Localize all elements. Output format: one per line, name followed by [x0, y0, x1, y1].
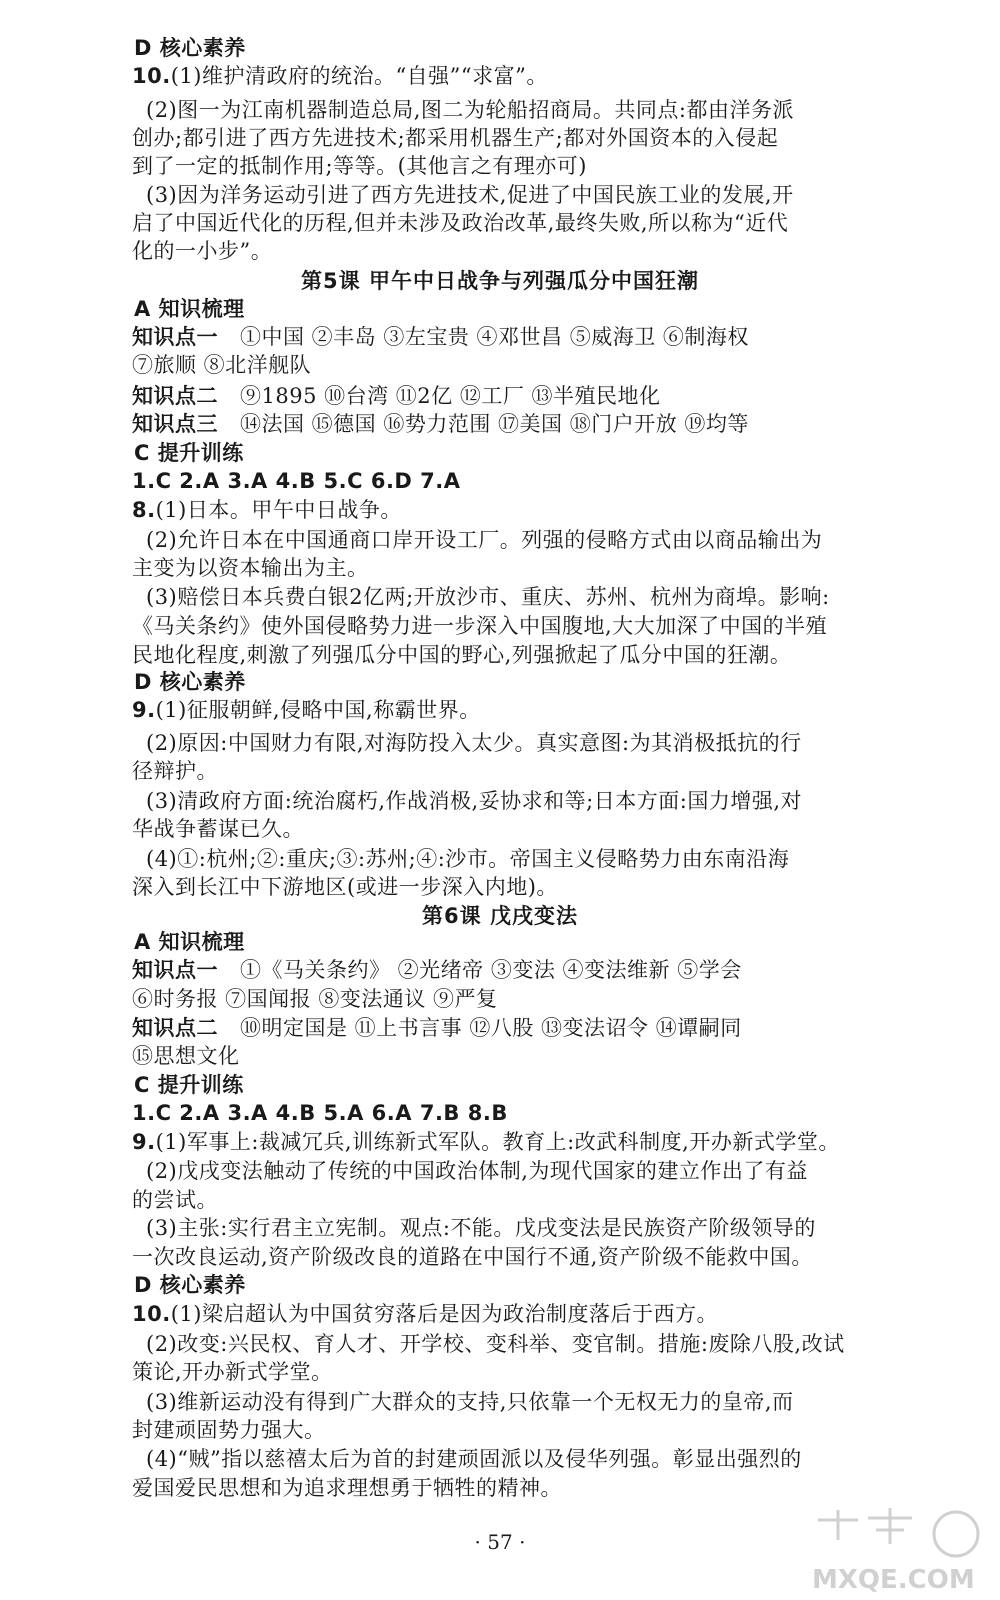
- section-heading-d: D 核心素养: [134, 670, 246, 694]
- knowledge-point-label: 知识点二: [132, 1016, 218, 1040]
- answer-line: 爱国爱民思想和为追求理想勇于牺牲的精神。: [132, 1476, 562, 1500]
- knowledge-point-answers: ⑨1895 ⑩台湾 ⑪2亿 ⑫工厂 ⑬半殖民地化: [240, 384, 661, 408]
- answer-line: 启了中国近代化的历程,但并未涉及政治改革,最终失败,所以称为“近代: [132, 211, 789, 235]
- knowledge-point-label: 知识点二: [132, 384, 218, 408]
- question-number: 10.: [132, 64, 171, 88]
- answer-line: (3)清政府方面:统治腐朽,作战消极,妥协求和等;日本方面:国力增强,对: [146, 789, 802, 813]
- answer-text: (1)梁启超认为中国贫穷落后是因为政治制度落后于西方。: [170, 1302, 718, 1326]
- section-heading-d: D 核心素养: [134, 1273, 246, 1297]
- section-heading-c: C 提升训练: [134, 1073, 244, 1097]
- answer-line: (3)主张:实行君主立宪制。观点:不能。戊戌变法是民族资产阶级领导的: [146, 1216, 816, 1240]
- answer-line: (4)“贼”指以慈禧太后为首的封建顽固派以及侵华列强。彰显出强烈的: [146, 1447, 802, 1471]
- answer-line: (3)维新运动没有得到广大群众的支持,只依靠一个无权无力的皇帝,而: [146, 1390, 794, 1414]
- answer-line: (3)因为洋务运动引进了西方先进技术,促进了中国民族工业的发展,开: [146, 183, 794, 207]
- lesson-6-title: 第6课 戊戌变法: [422, 904, 578, 928]
- answer-line: (2)图一为江南机器制造总局,图二为轮船招商局。共同点:都由洋务派: [146, 98, 794, 122]
- question-10-part-1: [132, 1300, 718, 1328]
- knowledge-point-answers: ①中国 ②丰岛 ③左宝贵 ④邓世昌 ⑤威海卫 ⑥制海权: [240, 325, 749, 349]
- question-10-part-1: [132, 62, 548, 90]
- answer-line: (3)赔偿日本兵费白银2亿两;开放沙市、重庆、苏州、杭州为商埠。影响:: [146, 585, 830, 609]
- answer-line: (2)改变:兴民权、育人才、开学校、变科举、变官制。措施:废除八股,改试: [146, 1332, 845, 1356]
- section-heading-a: A 知识梳理: [134, 297, 245, 321]
- knowledge-point-1: [132, 323, 749, 351]
- answer-line: 到了一定的抵制作用;等等。(其他言之有理亦可): [132, 154, 587, 178]
- answer-line: (2)戊戌变法触动了传统的中国政治体制,为现代国家的建立作出了有益: [146, 1159, 808, 1183]
- lesson-5-title: 第5课 甲午中日战争与列强瓜分中国狂潮: [301, 269, 699, 293]
- answer-line: 化的一小步”。: [132, 239, 273, 263]
- watermark-text: MXQE.COM: [812, 1565, 975, 1595]
- answer-line: (2)原因:中国财力有限,对海防投入太少。真实意图:为其消极抵抗的行: [146, 731, 802, 755]
- answer-line: 的尝试。: [132, 1188, 218, 1212]
- answer-line: (4)①:杭州;②:重庆;③:苏州;④:沙市。帝国主义侵略势力由东南沿海: [146, 847, 790, 871]
- question-9-part-1: [132, 696, 481, 724]
- answer-text: (1)维护清政府的统治。“自强”“求富”。: [170, 64, 548, 88]
- answer-line: 民地化程度,刺激了列强瓜分中国的野心,列强掀起了瓜分中国的狂潮。: [132, 643, 792, 667]
- question-9-part-1: [132, 1128, 840, 1156]
- answer-line: (2)允许日本在中国通商口岸开设工厂。列强的侵略方式由以商品输出为: [146, 528, 823, 552]
- answer-line: 策论,开办新式学堂。: [132, 1360, 333, 1384]
- watermark-logo: [806, 1500, 992, 1596]
- knowledge-point-label: 知识点一: [132, 958, 218, 982]
- answer-text: (1)日本。甲午中日战争。: [155, 498, 402, 522]
- knowledge-point-1: [132, 956, 742, 984]
- answer-line: ⑦旅顺 ⑧北洋舰队: [132, 353, 312, 377]
- knowledge-point-label: 知识点三: [132, 412, 218, 436]
- multiple-choice-answers: 1.C 2.A 3.A 4.B 5.A 6.A 7.B 8.B: [132, 1101, 508, 1125]
- section-heading-c: C 提升训练: [134, 441, 244, 465]
- knowledge-point-answers: ⑩明定国是 ⑪上书言事 ⑫八股 ⑬变法诏令 ⑭谭嗣同: [240, 1016, 742, 1040]
- question-number: 9.: [132, 698, 156, 722]
- answer-line: 一次改良运动,资产阶级改良的道路在中国行不通,资产阶级不能救中国。: [132, 1245, 813, 1269]
- section-heading-d: D 核心素养: [134, 36, 246, 60]
- answer-text: (1)军事上:裁减冗兵,训练新式军队。教育上:改武科制度,开办新式学堂。: [155, 1130, 840, 1154]
- answer-line: ⑥时务报 ⑦国闻报 ⑧变法通议 ⑨严复: [132, 987, 498, 1011]
- answer-line: 主变为以资本输出为主。: [132, 556, 369, 580]
- question-8-part-1: [132, 496, 402, 524]
- section-heading-a: A 知识梳理: [134, 930, 245, 954]
- answer-text: (1)征服朝鲜,侵略中国,称霸世界。: [155, 698, 481, 722]
- knowledge-point-3: [132, 410, 749, 438]
- answer-line: 华战争蓄谋已久。: [132, 817, 304, 841]
- knowledge-point-answers: ①《马关条约》 ②光绪帝 ③变法 ④变法维新 ⑤学会: [240, 958, 742, 982]
- knowledge-point-label: 知识点一: [132, 325, 218, 349]
- multiple-choice-answers: 1.C 2.A 3.A 4.B 5.C 6.D 7.A: [132, 469, 461, 493]
- knowledge-point-answers: ⑭法国 ⑮德国 ⑯势力范围 ⑰美国 ⑱门户开放 ⑲均等: [240, 412, 749, 436]
- question-number: 8.: [132, 498, 156, 522]
- answer-line: 径辩护。: [132, 759, 218, 783]
- question-number: 10.: [132, 1302, 171, 1326]
- answer-line: 《马关条约》使外国侵略势力进一步深入中国腹地,大大加深了中国的半殖: [132, 614, 828, 638]
- knowledge-point-2: [132, 1014, 742, 1042]
- answer-line: 深入到长江中下游地区(或进一步深入内地)。: [132, 875, 558, 899]
- answer-line: 封建顽固势力强大。: [132, 1418, 326, 1442]
- page-number: · 57 ·: [474, 1530, 526, 1554]
- knowledge-point-2: [132, 382, 661, 410]
- answer-line: 创办;都引进了西方先进技术;都采用机器生产;都对外国资本的入侵起: [132, 126, 779, 150]
- question-number: 9.: [132, 1130, 156, 1154]
- answer-line: ⑮思想文化: [132, 1044, 240, 1068]
